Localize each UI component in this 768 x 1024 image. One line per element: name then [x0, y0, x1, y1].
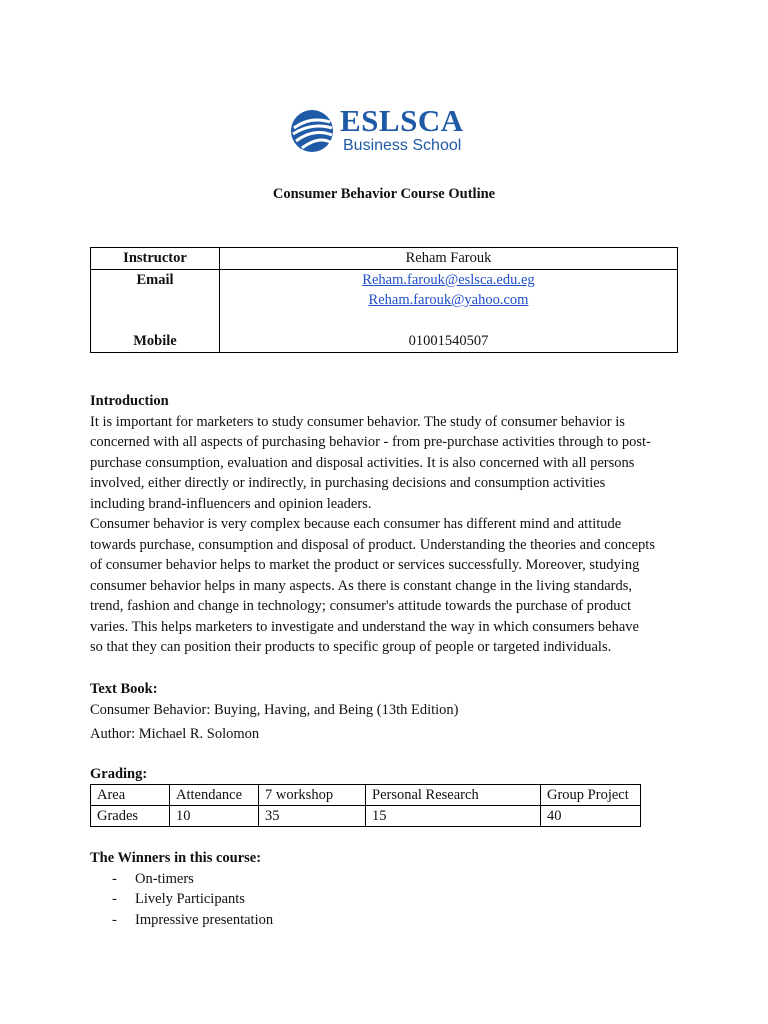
textbook-author: Author: Michael R. Solomon [90, 726, 260, 742]
textbook-title: Consumer Behavior: Buying, Having, and Being (13th Edition) [90, 701, 459, 718]
eslsca-logo [290, 104, 490, 160]
winners-section [90, 848, 690, 930]
textbook-heading: Text Book: [90, 681, 158, 697]
grading-cell: 40 [541, 806, 641, 827]
instructor-info-table [90, 247, 678, 353]
instructor-value: Reham Farouk [220, 248, 678, 270]
contact-labels [91, 269, 220, 352]
grading-cell: Grades [91, 806, 170, 827]
grading-heading-text: Grading: [90, 766, 148, 782]
grading-cell: Personal Research [366, 785, 541, 806]
list-item: - Lively Participants [90, 889, 690, 910]
email-link-eslsca[interactable]: Reham.farouk@eslsca.edu.eg [362, 271, 535, 288]
list-item: - On-timers [90, 869, 690, 890]
intro-line: towards purchase, consumption and disposal of product. Understanding the theories and concepts [90, 536, 655, 553]
intro-line: It is important for marketers to study consumer behavior. The study of consumer behavior is [90, 413, 625, 430]
intro-line: involved, either directly or indirectly, in purchasing decisions and consumption activities [90, 475, 606, 491]
intro-line: of consumer behavior helps to market the product or services successfully. Moreover, studying [90, 557, 640, 573]
intro-line: including brand-influencers and opinion leaders. [90, 495, 372, 512]
grading-cell: 15 [366, 806, 541, 827]
document-title: Consumer Behavior Course Outline [272, 186, 496, 202]
logo-name: ESLSCA [340, 103, 464, 138]
grading-cell: Attendance [170, 785, 259, 806]
mobile-value: 01001540507 [408, 333, 489, 349]
mobile-label: Mobile [133, 333, 177, 349]
grading-heading [90, 764, 690, 785]
grading-cell: Group Project [541, 785, 641, 806]
intro-line: varies. This helps marketers to investigate and understand the way in which consumers behave [90, 618, 639, 635]
winners-list [90, 869, 690, 931]
contact-row [91, 269, 678, 352]
grading-cell: Area [91, 785, 170, 806]
grading-cell: 35 [259, 806, 366, 827]
intro-line: Consumer behavior is very complex because each consumer has different mind and attitude [90, 516, 622, 532]
intro-line: trend, fashion and change in technology; consumer's attitude towards the purchase of product [90, 598, 631, 614]
introduction-section [90, 391, 690, 658]
grading-header-row [91, 785, 641, 806]
intro-line: concerned with all aspects of purchasing behavior - from pre-purchase activities through to post- [90, 434, 651, 450]
winners-heading: The Winners in this course: [90, 850, 262, 866]
introduction-heading: Introduction [90, 393, 169, 409]
email-label: Email [136, 271, 174, 288]
list-item: - Impressive presentation [90, 910, 690, 931]
instructor-row [91, 248, 678, 270]
grading-table [90, 784, 641, 827]
instructor-label: Instructor [91, 248, 220, 270]
grading-cell: 7 workshop [259, 785, 366, 806]
intro-line: purchase consumption, evaluation and disposal activities. It is also concerned with all persons [90, 454, 635, 471]
grading-cell: 10 [170, 806, 259, 827]
intro-line: so that they can position their products to specific group of people or targeted individuals. [90, 639, 612, 655]
contact-values [220, 269, 678, 352]
intro-line: consumer behavior helps in many aspects. As there is constant change in the living standards, [90, 577, 633, 594]
textbook-section [90, 679, 690, 745]
grading-values-row [91, 806, 641, 827]
email-link-yahoo[interactable]: Reham.farouk@yahoo.com [368, 292, 529, 308]
logo-subtitle: Business School [343, 137, 462, 154]
wave-logo-icon [290, 108, 334, 154]
